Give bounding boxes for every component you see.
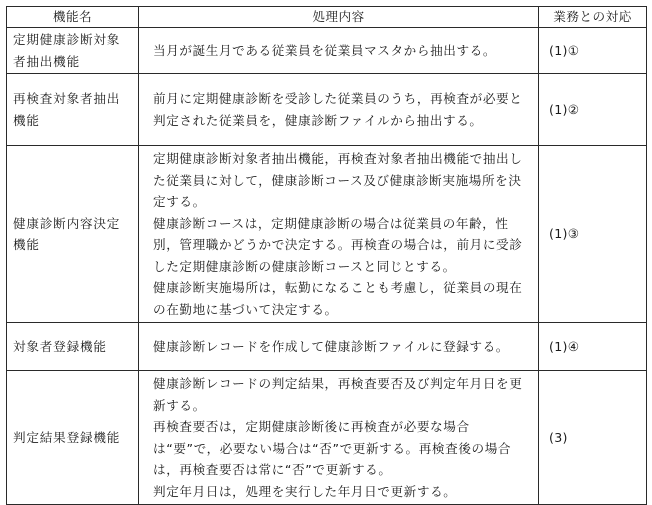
header-processing-content: 処理内容 <box>139 7 539 28</box>
processing-paragraph: 判定年月日は，処理を実行した年月日で更新する。 <box>153 483 457 499</box>
table-row <box>7 74 647 146</box>
function-name-line: 機能 <box>13 112 40 128</box>
function-name-cell <box>7 28 139 74</box>
processing-paragraph: 再検査要否は，定期健康診断後に再検査が必要な場合は“要”で，必要ない場合は“否”で更新する。再検査後の場合は，再検査要否は常に“否”で更新する。 <box>153 419 512 477</box>
table-row <box>7 323 647 371</box>
processing-content-cell <box>139 323 539 371</box>
function-spec-table <box>6 6 647 505</box>
header-business-correspondence: 業務との対応 <box>539 7 647 28</box>
processing-paragraph: 健康診断レコードの判定結果，再検査要否及び判定年月日を更新する。 <box>153 376 523 413</box>
function-name-cell <box>7 74 139 146</box>
business-correspondence-cell: (3) <box>539 371 647 505</box>
processing-paragraph: 前月に定期健康診断を受診した従業員のうち，再検査が必要と判定された従業員を，健康診断ファイルから抽出する。 <box>153 91 523 128</box>
business-correspondence-cell: (1)④ <box>539 323 647 371</box>
function-name-cell <box>7 323 139 371</box>
processing-paragraph: 健康診断コースは，定期健康診断の場合は従業員の年齢，性別，管理職かどうかで決定する。再検査の場合は，前月に受診した定期健康診断の健康診断コースと同じとする。 <box>153 215 523 274</box>
processing-content-cell <box>139 146 539 323</box>
function-name-line: 判定結果登録機能 <box>13 429 121 445</box>
processing-paragraph: 健康診断実施場所は，転勤になることも考慮し，従業員の現在の在勤地に基づいて決定する。 <box>153 280 523 317</box>
function-name-line: 対象者登録機能 <box>13 338 107 354</box>
business-correspondence-cell: (1)③ <box>539 146 647 323</box>
table-header-row <box>7 7 647 28</box>
processing-paragraph: 健康診断レコードを作成して健康診断ファイルに登録する。 <box>153 338 509 354</box>
processing-content-cell <box>139 74 539 146</box>
table-row <box>7 28 647 74</box>
business-correspondence-cell: (1)① <box>539 28 647 74</box>
function-name-line: 者抽出機能 <box>13 53 80 69</box>
table-row <box>7 146 647 323</box>
processing-paragraph: 定期健康診断対象者抽出機能，再検査対象者抽出機能で抽出した従業員に対して，健康診断コース及び健康診断実施場所を決定する。 <box>153 151 523 209</box>
function-name-cell <box>7 146 139 323</box>
function-name-line: 定期健康診断対象 <box>13 32 121 47</box>
processing-content-cell <box>139 371 539 505</box>
table-row <box>7 371 647 505</box>
function-name-line: 健康診断内容決定 <box>13 215 121 231</box>
header-function-name: 機能名 <box>7 7 139 28</box>
function-name-cell <box>7 371 139 505</box>
function-name-line: 再検査対象者抽出 <box>13 91 121 106</box>
business-correspondence-cell: (1)② <box>539 74 647 146</box>
processing-content-cell <box>139 28 539 74</box>
function-name-line: 機能 <box>13 237 40 252</box>
processing-paragraph: 当月が誕生月である従業員を従業員マスタから抽出する。 <box>153 42 497 58</box>
